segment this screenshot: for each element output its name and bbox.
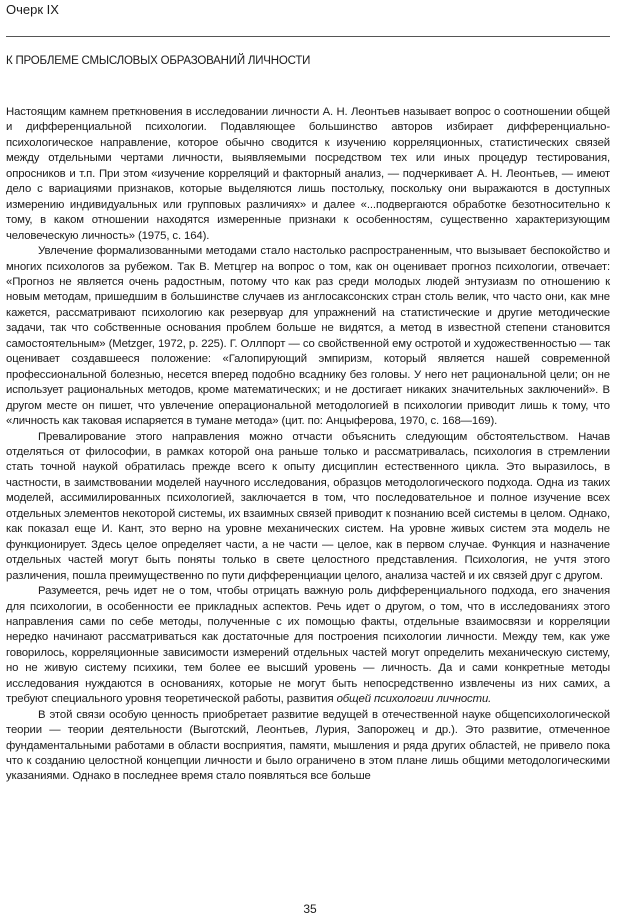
running-header: Очерк IX [6, 2, 59, 17]
body-text [6, 105, 610, 785]
header-divider [6, 36, 610, 37]
chapter-title: К ПРОБЛЕМЕ СМЫСЛОВЫХ ОБРАЗОВАНИЙ ЛИЧНОСТИ [6, 55, 311, 67]
paragraph-1: Настоящим камнем преткновения в исследовании личности А. Н. Леонтьев называет вопрос о соотношении общей и дифференциальной психологии. Подавляющее большинство авторов избирает дифференциально-психологическое направление, которое обычно сводится к изучению корреляционных, статистических связей между отдельными чертами личности, выявляемыми посредством тех или иных процедур тестирования, опросников и т.п. При этом «изучение корреляций и факторный анализ, — подчеркивает А. Н. Леонтьев, — имеют дело с вариациями признаков, которые выделяются лишь постольку, поскольку они выражаются в доступных измерению индивидуальных или групповых различиях» и далее «...подвергаются обработке безотносительно к тому, в каком отношении находятся измеренные признаки к особенностям, существенно характеризующим человеческую личность» (1975, с. 164). [6, 106, 610, 242]
paragraph-4-text: Разумеется, речь идет не о том, чтобы отрицать важную роль дифференциального подхода, его значения для психологии, в особенности ее прикладных аспектов. Речь идет о другом, о том, что в исследованиях этого направления сами по себе методы, полученные с их помощью факты, отдельные взаимосвязи и корреляции нередко начинают рассматриваться как достаточные для построения психологии личности. Между тем, как уже говорилось, корреляционные зависимости измерений отдельных частей могут определить механическую систему, но не живую систему психики, тем более ее высший уровень — личность. Да и сами конкретные методы исследования нуждаются в основаниях, которые не могут быть непосредственно извлечены из них самих, а требуют специального уровня теоретической работы, развития [6, 585, 610, 706]
paragraph-3: Превалирование этого направления можно отчасти объяснить следующим обстоятельством. Начав отделяться от философии, в рамках которой она раньше только и рассматривалась, психология в стремлении стать точной наукой обратилась прежде всего к опыту дисциплин естественного цикла. Это выразилось, в частности, в заимствовании моделей научного исследования, образцов методологического подхода. Одна из таких моделей, ассимилированных психологией, заключается в том, что последовательное и полное изучение всех отдельных элементов некоторой системы, их взаимных связей приводит к познанию всей системы в целом. Однако, как показал еще И. Кант, это верно на уровне механических систем. На уровне живых систем эта модель не функционирует. Здесь целое определяет части, а не части — целое, как в первом случае. Функция и назначение отдельных частей могут быть поняты только в свете целостного представления. Психология, не учтя этого различения, пошла преимущественно по пути дифференциации целого, анализа частей и их связей друг с другом. [6, 430, 610, 582]
italic-phrase: общей психологии личности. [336, 693, 492, 706]
paragraph-4 [6, 584, 610, 708]
paragraph-5: В этой связи особую ценность приобретает развитие ведущей в отечественной науке общепсихологической теории — теории деятельности (Выготский, Леонтьев, Лурия, Запорожец и др.). Это развитие, отмеченное фундаментальными работами в области восприятия, памяти, мышления и ряда других областей, не привело пока что к созданию целостной концепции личности и было ограничено в этом плане лишь общими методологическими указаниями. Однако в последнее время стало появляться все больше [6, 708, 610, 783]
page-number: 35 [303, 902, 317, 916]
paragraph-2: Увлечение формализованными методами стало настолько распространенным, что вызывает беспокойство и многих психологов за рубежом. Так В. Метцгер на вопрос о том, как он оценивает прогноз психологии, отвечает: «Прогноз не является очень радостным, потому что как раз среди молодых людей энтузиазм по отношению к новым методам, пришедшим в большинстве случаев из англосаксонских стран столь велик, что часто они, как мне кажется, рассматривают психологию как резервуар для упражнений на статистические и другие методические задачи, так что собственные основания проблем больше не видятся, а метод в известной степени становится самостоятельным» (Metzger, 1972, p. 225). Г. Оллпорт — со свойственной ему остротой и художественностью — так оценивает создавшееся положение: «Галопирующий эмпиризм, который является нашей современной профессиональной болезнью, несется вперед подобно всаднику без головы. У него нет рациональной цели; он не использует рациональных методов, кроме математических; и не достигает никаких значительных заключений». В другом месте он пишет, что увлечение операциональной методологией в психологии приводит лишь к тому, что «личность как таковая испаряется в тумане метода» (цит. по: Анцыферова, 1970, с. 168—169). [6, 245, 610, 428]
